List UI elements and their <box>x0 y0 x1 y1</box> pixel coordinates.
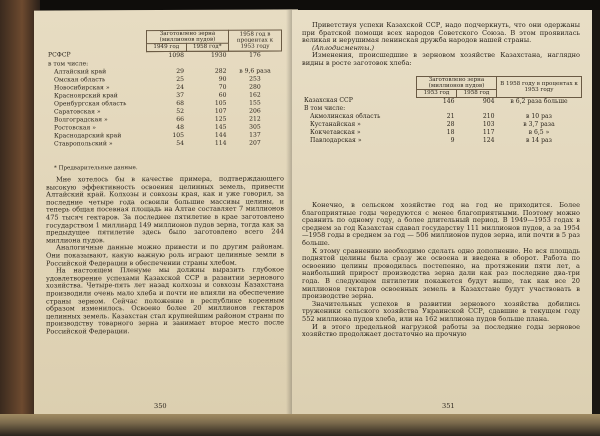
table-row <box>302 129 582 137</box>
row-value-2: 1930 <box>210 51 227 59</box>
row-value-3: в 6,2 раза больше <box>510 97 568 105</box>
row-value-3: 212 <box>249 115 261 123</box>
row-value-3: в 10 раз <box>526 113 552 121</box>
row-name: В том числе: <box>304 105 346 113</box>
left-table-header-col2: 1958 год* <box>186 44 228 51</box>
right-table-header-col1: 1953 год <box>417 90 457 97</box>
row-name: Красноярский край <box>54 91 118 100</box>
right-intro-block <box>302 22 580 68</box>
row-value-1: 18 <box>446 128 455 136</box>
row-name: Новосибирская » <box>54 83 110 92</box>
paragraph: Мне хотелось бы в качестве примера, подтверждающего высокую эффективность освоения целинных земель, привести Алтайский край. Колхозы и совхозы края, как и уже говорил, за последние четыре года освоили большие массивы целины, и теперь общая посевная площадь на Алтае составляет 7 миллионов 475 тысяч гектаров. За последнее пятилетие в крае заготовлено государством 1 миллиард 149 миллионов пудов зерна, тогда как за предыдущее пятилетие здесь было заготовлено всего 244 миллиона пудов. <box>46 174 284 245</box>
right-table-header-col2: 1958 год <box>456 90 496 97</box>
row-value-2: 70 <box>218 83 227 91</box>
row-value-1: 66 <box>176 115 185 123</box>
row-name: Павлодарская » <box>310 136 362 144</box>
row-value-3: в 6,5 » <box>528 128 550 136</box>
row-value-2: 103 <box>482 121 495 128</box>
row-value-2: 125 <box>214 115 227 123</box>
paragraph: И в этого предельной нагрузкой работы за последние годы зерновое хозяйство продолжает достаточно на прочную <box>302 322 580 339</box>
right-intro-para-2: Изменения, происшедшие в зерновом хозяйстве Казахстана, наглядно видны в росте заготовок хлеба: <box>302 51 580 67</box>
row-value-3: 176 <box>249 51 261 59</box>
row-value-2: 124 <box>482 136 495 144</box>
row-value-2: 107 <box>214 107 227 115</box>
row-name: Оренбургская область <box>54 99 127 108</box>
right-table-body <box>302 97 582 144</box>
row-name: Волгоградская » <box>54 115 108 124</box>
row-value-1: 37 <box>176 91 185 99</box>
row-value-3: 207 <box>249 139 261 147</box>
row-value-1 <box>147 60 187 68</box>
right-table-group-header: Заготовлено зерна (миллионов пудов) <box>417 77 497 90</box>
row-name: Кокчетавская » <box>310 128 361 136</box>
row-value-2: 282 <box>214 67 227 75</box>
row-value-3: 206 <box>249 107 261 115</box>
row-value-2: 90 <box>218 75 227 83</box>
table-row <box>302 97 582 105</box>
left-footnote: * Предварительные данные. <box>54 165 138 172</box>
right-table-header-col3: В 1958 году в процентах к 1953 году <box>497 77 582 98</box>
row-value-1: 1098 <box>168 51 185 59</box>
row-name: Саратовская » <box>54 107 101 116</box>
row-value-1: 146 <box>442 97 455 105</box>
row-value-1: 105 <box>172 131 185 139</box>
row-value-1: 25 <box>176 75 185 83</box>
row-value-3 <box>229 59 282 67</box>
row-name: Казахская ССР <box>304 97 353 105</box>
row-value-3: 280 <box>249 83 261 91</box>
paragraph: Аналогичные данные можно привести и по другим районам. Они показывают, какую важную роль играют целинные земли в Российской Федерации в обеспечении страны хлебом. <box>46 242 284 268</box>
row-name: Краснодарский край <box>54 131 122 140</box>
row-value-2: 105 <box>214 99 227 107</box>
right-intro-para-1: Приветствуя успехи Казахской ССР, надо подчеркнуть, что они одержаны при братской помощи всех народов Советского Союза. В этом проявилась великая и нерушимая ленинская дружба народов нашей страны. <box>302 21 580 45</box>
paragraph: Конечно, в сельском хозяйстве год на год не приходится. Более благоприятные годы чередуются с менее благоприятными. Поэтому можно сравнить по одному году, а более длительный период. В 1949—1953 годах в среднем за год Казахстан сдавал государству 111 миллионов пудов, а за 1954—1958 годы в среднем за год — 506 миллионов пудов зерна, или почти в 5 раз больше. <box>302 201 580 247</box>
paragraph: На настоящем Пленуме мы должны выразить глубокое удовлетворение успехами Казахской ССР в развитии зернового хозяйства. Четыре-пять лет назад колхозы и совхозы Казахстана производили очень мало хлеба и почти не влияли на обеспечение страны зерном. Сейчас положение в республике коренным образом изменилось. Освоено более 20 миллионов гектаров целинных земель. Казахстан стал крупнейшим районом страны по производству товарного зерна и занимает второе место после Российской Федерации. <box>46 265 284 336</box>
row-value-2 <box>456 105 496 113</box>
row-value-3: 305 <box>249 123 261 131</box>
row-value-1: 68 <box>176 99 185 107</box>
right-page <box>292 10 592 416</box>
table-row <box>302 105 582 113</box>
background-top <box>0 0 600 10</box>
table-row <box>302 121 582 129</box>
row-value-2: 210 <box>482 113 495 121</box>
left-table-header-col3: 1958 год в процентах к 1953 году <box>229 30 282 51</box>
row-value-3 <box>497 105 582 113</box>
row-value-1 <box>417 105 457 113</box>
left-table-group-header: Заготовлено зерна (миллионов пудов) <box>147 30 229 44</box>
row-value-1: 52 <box>176 107 185 115</box>
row-value-1: 29 <box>176 67 185 75</box>
row-value-1: 28 <box>446 121 455 128</box>
background-bottom <box>0 414 600 436</box>
row-value-2: 60 <box>218 91 227 99</box>
row-value-2 <box>186 59 228 67</box>
row-value-2: 145 <box>214 123 227 131</box>
row-value-3: 162 <box>249 91 261 99</box>
right-intro-applause: (Аплодисменты.) <box>312 43 375 52</box>
left-table-header-col1: 1949 год <box>147 44 187 51</box>
row-name: Омская область <box>54 75 106 84</box>
row-value-1: 54 <box>176 139 185 147</box>
table-row <box>46 139 282 148</box>
row-value-3: 137 <box>249 131 261 139</box>
right-grain-table <box>302 76 582 144</box>
row-name: Ставропольский » <box>54 139 113 148</box>
paragraph: Значительных успехов в развитии зернового хозяйства добились труженики сельского хозяйства Украинской ССР, сдавшие в текущем году 552 миллиона пудов хлеба, или на 162 миллиона пудов больше плана. <box>302 299 580 323</box>
row-name: в том числе: <box>48 59 89 68</box>
row-name: Алтайский край <box>54 67 107 76</box>
left-page <box>34 9 298 416</box>
row-value-2: 117 <box>482 128 495 136</box>
row-value-3: в 14 раз <box>526 136 552 144</box>
right-text-block <box>302 202 580 339</box>
table-row <box>302 137 582 145</box>
paragraph: К этому сравнению необходимо сделать одно дополнение. Не вся площадь поднятой целины была сразу же освоена и введена в оборот. Работа по освоению целины проводилась постепенно, на протяжении пяти лет, а наибольший прирост производства зерна дали как раз последние два-три года. В следующем пятилетии покажется будут выше, так как все 20 миллионов гектаров освоенных земель в Казахстане будут участвовать в производстве зерна. <box>302 246 580 301</box>
row-value-3: 253 <box>249 75 261 83</box>
row-value-1: 24 <box>176 83 185 91</box>
row-name: Акмолинская область <box>310 113 381 121</box>
row-value-3: 155 <box>249 99 261 107</box>
right-page-number: 351 <box>442 402 455 410</box>
row-value-1: 21 <box>446 113 455 121</box>
row-name: РСФСР <box>48 51 71 59</box>
row-value-1: 9 <box>450 136 455 144</box>
row-name: Ростовская » <box>54 123 97 132</box>
table-row <box>302 113 582 121</box>
row-name: Кустанайская » <box>310 121 361 128</box>
row-value-3: в 9,6 раза <box>239 67 271 75</box>
left-text-block <box>46 175 284 336</box>
row-value-1: 48 <box>176 123 185 131</box>
row-value-2: 904 <box>482 97 495 105</box>
row-value-2: 114 <box>214 139 227 147</box>
left-grain-table <box>46 29 282 148</box>
row-value-2: 144 <box>214 131 227 139</box>
row-value-3: в 3,7 раза <box>523 121 555 128</box>
left-table-body <box>46 51 282 149</box>
left-page-number: 350 <box>154 401 167 411</box>
